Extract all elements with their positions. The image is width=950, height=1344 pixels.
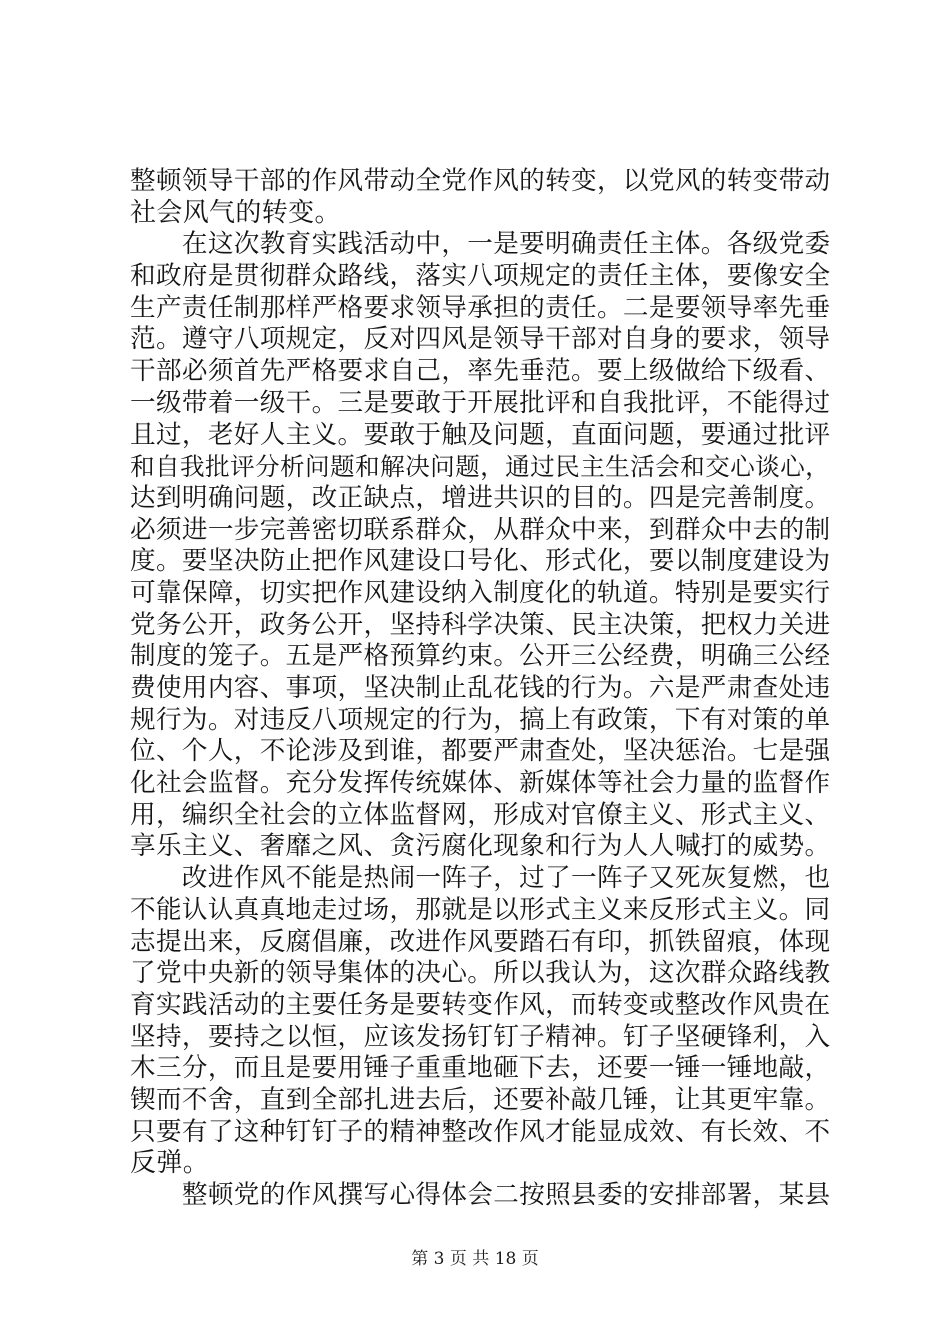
text-line: 享乐主义、奢靡之风、贪污腐化现象和行为人人喊打的威势。 <box>130 831 831 862</box>
text-line: 范。遵守八项规定，反对四风是领导干部对自身的要求，领导 <box>130 324 831 355</box>
text-line: 规行为。对违反八项规定的行为，搞上有政策，下有对策的单 <box>130 704 831 735</box>
text-line: 在这次教育实践活动中，一是要明确责任主体。各级党委 <box>130 229 831 260</box>
page-number-footer: 第 3 页 共 18 页 <box>411 1249 539 1269</box>
text-line: 可靠保障，切实把作风建设纳入制度化的轨道。特别是要实行 <box>130 577 831 608</box>
text-line: 党务公开，政务公开，坚持科学决策、民主决策，把权力关进 <box>130 609 831 640</box>
text-line: 一级带着一级干。三是要敢于开展批评和自我批评，不能得过 <box>130 387 831 418</box>
text-line: 制度的笼子。五是严格预算约束。公开三公经费，明确三公经 <box>130 641 831 672</box>
text-line: 和政府是贯彻群众路线，落实八项规定的责任主体，要像安全 <box>130 261 831 292</box>
text-line: 社会风气的转变。 <box>130 197 341 228</box>
text-line: 坚持，要持之以恒，应该发扬钉钉子精神。钉子坚硬锋利，入 <box>130 1021 831 1052</box>
text-line: 不能认认真真地走过场，那就是以形式主义来反形式主义。同 <box>130 894 831 925</box>
text-line: 和自我批评分析问题和解决问题，通过民主生活会和交心谈心， <box>130 452 831 482</box>
text-line: 了党中央新的领导集体的决心。所以我认为，这次群众路线教 <box>130 958 831 989</box>
text-line: 必须进一步完善密切联系群众，从群众中来，到群众中去的制 <box>130 514 831 545</box>
text-line: 达到明确问题，改正缺点，增进共识的目的。四是完善制度。 <box>130 482 831 513</box>
text-line: 反弹。 <box>130 1148 210 1179</box>
text-line: 用，编织全社会的立体监督网，形成对官僚主义、形式主义、 <box>130 799 831 830</box>
text-line: 化社会监督。充分发挥传统媒体、新媒体等社会力量的监督作 <box>130 768 831 799</box>
text-line: 木三分，而且是要用锤子重重地砸下去，还要一锤一锤地敲， <box>130 1053 831 1084</box>
text-line: 费使用内容、事项，坚决制止乱花钱的行为。六是严肃查处违 <box>130 673 831 703</box>
text-line: 志提出来，反腐倡廉，改进作风要踏石有印，抓铁留痕，体现 <box>130 926 831 957</box>
text-line: 只要有了这种钉钉子的精神整改作风才能显成效、有长效、不 <box>130 1116 831 1147</box>
text-line: 生产责任制那样严格要求领导承担的责任。二是要领导率先垂 <box>130 292 831 323</box>
text-line: 改进作风不能是热闹一阵子，过了一阵子又死灰复燃，也 <box>130 863 831 894</box>
text-line: 度。要坚决防止把作风建设口号化、形式化，要以制度建设为 <box>130 546 831 577</box>
text-line: 位、个人，不论涉及到谁，都要严肃查处，坚决惩治。七是强 <box>130 736 831 767</box>
text-line: 干部必须首先严格要求自己，率先垂范。要上级做给下级看、 <box>130 356 831 387</box>
text-line: 锲而不舍，直到全部扎进去后，还要补敲几锤，让其更牢靠。 <box>130 1084 831 1115</box>
text-line: 且过，老好人主义。要敢于触及问题，直面问题，要通过批评 <box>130 419 831 450</box>
document-body <box>130 166 830 1212</box>
text-line: 整顿领导干部的作风带动全党作风的转变，以党风的转变带动 <box>130 166 831 196</box>
text-line: 整顿党的作风撰写心得体会二按照县委的安排部署，某县 <box>130 1180 831 1210</box>
text-line: 育实践活动的主要任务是要转变作风，而转变或整改作风贵在 <box>130 989 831 1020</box>
